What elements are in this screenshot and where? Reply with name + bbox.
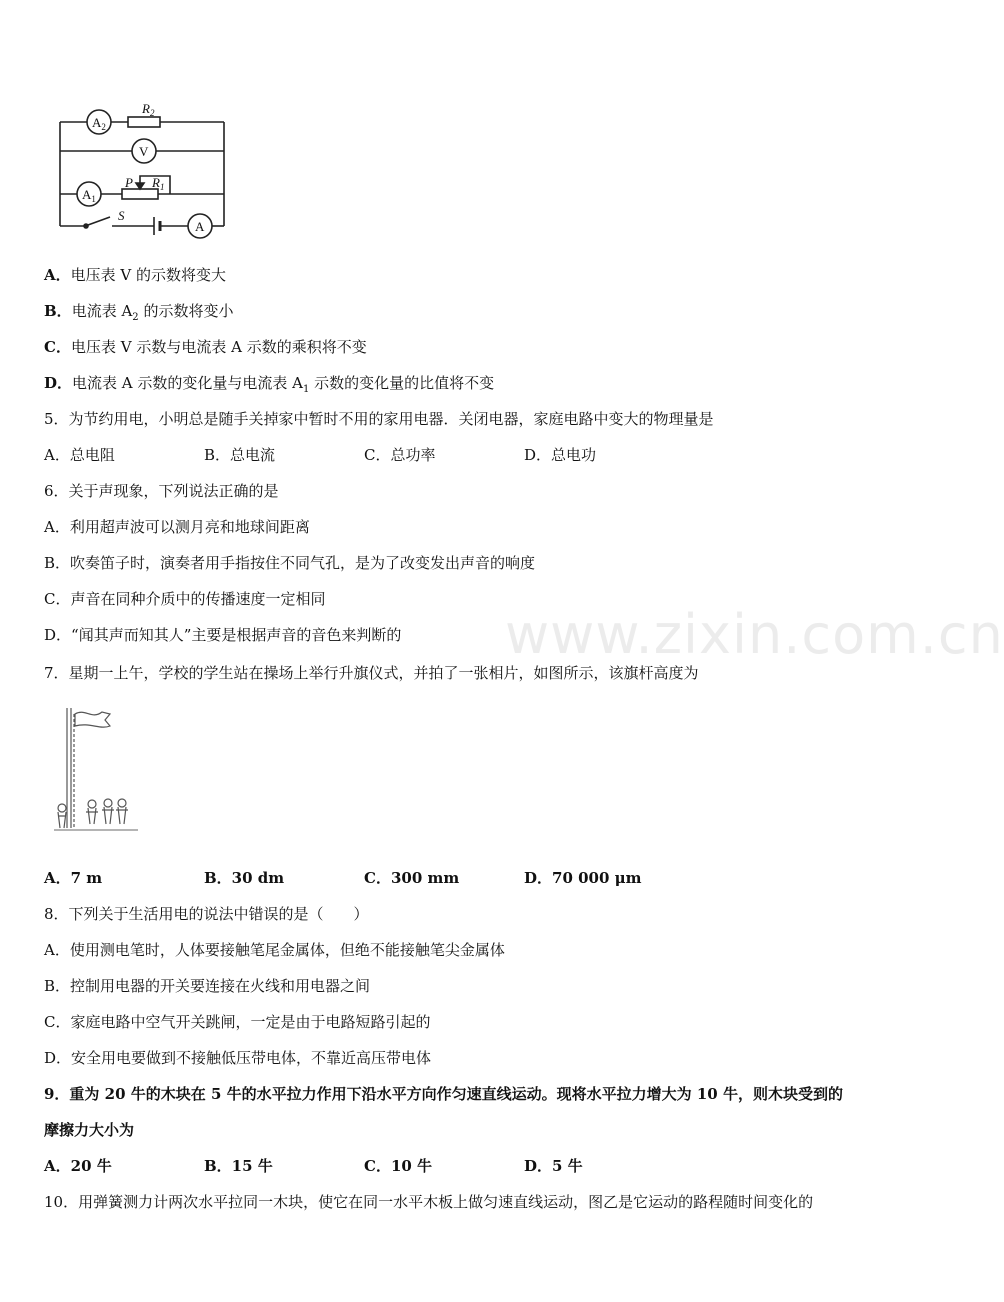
svg-text:R2: $R_2$ (142, 101, 155, 118)
q6-option-b: B．吹奏笛子时，演奏者用手指按住不同气孔，是为了改变发出声音的响度 (44, 554, 536, 572)
q7-option-a: A．7 m (44, 869, 103, 887)
q5-option-b: B．总电流 (204, 446, 276, 464)
q6-option-a: A．利用超声波可以测月亮和地球间距离 (44, 518, 310, 536)
q7-option-d: D．70 000 μm (524, 869, 642, 887)
slider-p-label: P (125, 175, 133, 190)
svg-text:A2: $A_2$ (92, 115, 106, 132)
q8-option-d: D．安全用电要做到不接触低压带电体，不靠近高压带电体 (44, 1049, 432, 1067)
q9-stem-line2: 摩擦力大小为 (44, 1121, 135, 1139)
q8-option-a: A．使用测电笔时，人体要接触笔尾金属体，但绝不能接触笔尖金属体 (44, 941, 505, 959)
q8-option-c: C．家庭电路中空气开关跳闸，一定是由于电路短路引起的 (44, 1013, 431, 1031)
ammeter-a1-label: A (82, 187, 92, 202)
q5-option-c: C．总功率 (364, 446, 436, 464)
flagpole-photo (50, 700, 150, 836)
q5-option-a: A．总电阻 (44, 446, 115, 464)
q7-option-c: C．300 mm (364, 869, 460, 887)
q10-stem: 10．用弹簧测力计两次水平拉同一木块，使它在同一水平木板上做匀速直线运动，图乙是它运动的路程随时间变化的 (44, 1193, 814, 1211)
resistor-r1-label: R (152, 175, 160, 190)
q5-stem: 5．为节约用电，小明总是随手关掉家中暂时不用的家用电器．关闭电器，家庭电路中变大的物理量是 (44, 410, 714, 428)
svg-text:A1: $A_1$ (82, 187, 96, 204)
ammeter-a-label: A (195, 219, 205, 234)
svg-text:R1: $R_1$ (152, 175, 165, 192)
q8-option-b: B．控制用电器的开关要连接在火线和用电器之间 (44, 977, 371, 995)
circuit-diagram (50, 98, 230, 238)
q8-stem: 8．下列关于生活用电的说法中错误的是（ ） (44, 905, 369, 923)
q9-option-c: C．10 牛 (364, 1157, 433, 1175)
switch-s-label: S (118, 208, 125, 223)
resistor-r2-label: R (142, 101, 150, 116)
q9-stem-line1: 9．重为 20 牛的木块在 5 牛的水平拉力作用下沿水平方向作匀速直线运动。现将水平拉力增大为 10 牛，则木块受到的 (44, 1085, 843, 1103)
q4-option-a: A．电压表 V 的示数将变大 (44, 266, 227, 284)
q4-option-b: B．电流表 $A_2$ 的示数将变小 (44, 302, 234, 323)
q6-stem: 6．关于声现象，下列说法正确的是 (44, 482, 279, 500)
q7-option-b: B．30 dm (204, 869, 285, 887)
q9-option-d: D．5 牛 (524, 1157, 583, 1175)
ammeter-a2-label: A (92, 115, 102, 130)
watermark: www.zixin.com.cn (505, 603, 1004, 666)
q6-option-c: C．声音在同种介质中的传播速度一定相同 (44, 590, 326, 608)
q7-stem: 7．星期一上午，学校的学生站在操场上举行升旗仪式，并拍了一张相片，如图所示，该旗杆高度为 (44, 664, 699, 682)
q9-option-b: B．15 牛 (204, 1157, 273, 1175)
q6-option-d: D．“闻其声而知其人”主要是根据声音的音色来判断的 (44, 626, 402, 644)
q4-option-d: D．电流表 A 示数的变化量与电流表 $A_1$ 示数的变化量的比值将不变 (44, 374, 495, 395)
q5-option-d: D．总电功 (524, 446, 597, 464)
q4-option-c: C．电压表 V 示数与电流表 A 示数的乘积将不变 (44, 338, 367, 356)
voltmeter-label: V (139, 144, 149, 159)
q9-option-a: A．20 牛 (44, 1157, 112, 1175)
